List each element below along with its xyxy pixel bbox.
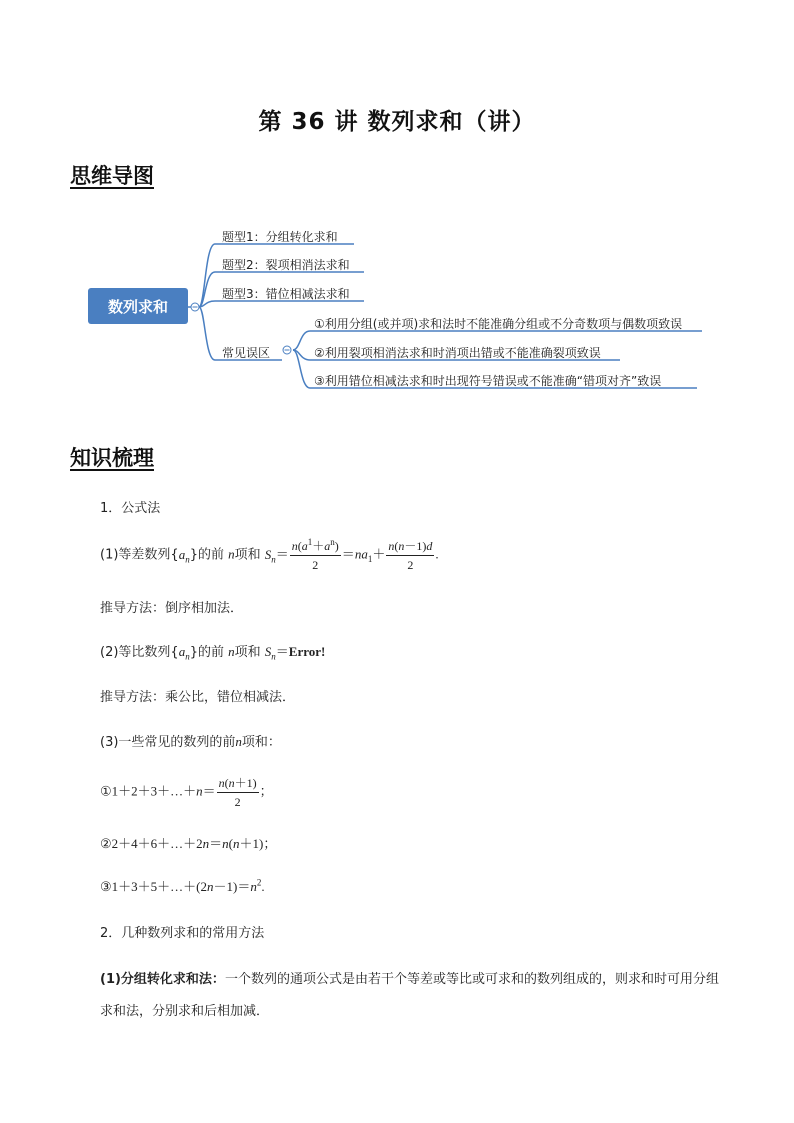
item1-title: 1．公式法: [100, 501, 161, 516]
common-sums-intro: (3)一些常见的数列的前n项和：: [100, 734, 281, 750]
section-heading-knowledge: 知识梳理: [70, 446, 154, 470]
formula-arithmetic: (1)等差数列$\{a_n\}$的前 n项和 $S_n=$ $\frac{n(a^1+a^n)}{2}$ $=na_1+$ $\frac{n(n-1)d}{2}$ .: [100, 537, 439, 572]
formula-sum-1: ①1＋2＋3＋…＋n＝ $\frac{n(n+1)}{2}$ ；: [100, 776, 273, 809]
deduce-method-1: 推导方法：倒序相加法．: [100, 601, 244, 616]
page-title: 第 36 讲 数列求和（讲）: [258, 109, 536, 135]
mindmap-branch-4: 常见误区: [222, 346, 271, 360]
mindmap-pitfall-3: ③利用错位相减法求和时出现符号错误或不能准确“错项对齐”致误: [314, 374, 662, 388]
mindmap-pitfall-2: ②利用裂项相消法求和时消项出错或不能准确裂项致误: [314, 346, 601, 360]
deduce-method-2: 推导方法：乘公比，错位相减法．: [100, 690, 296, 705]
mindmap-branch-2: 题型2：裂项相消法求和: [222, 258, 350, 272]
mindmap-pitfall-1: ①利用分组(或并项)求和法时不能准确分组或不分奇数项与偶数项致误: [314, 317, 683, 331]
mindmap-branch-3: 题型3：错位相减法求和: [222, 287, 350, 301]
formula-geometric: (2)等比数列$\{a_n\}$的前 n项和 $S_n=Error$!: [100, 644, 326, 662]
formula-sum-2: ②2＋4＋6＋…＋2n＝n(n＋1)；: [100, 836, 277, 851]
mindmap-root-node: 数列求和: [88, 288, 188, 324]
item2-title: 2．几种数列求和的常用方法: [100, 926, 265, 941]
section-heading-mindmap: 思维导图: [70, 164, 154, 188]
mindmap-branch-1: 题型1：分组转化求和: [222, 230, 338, 244]
formula-sum-3: $③1+3+5+\dots+(2n-1)=n^2$.: [100, 877, 265, 894]
method-1-paragraph: (1)分组转化求和法：一个数列的通项公式是由若干个等差或等比或可求和的数列组成的，则求和时可用分组求和法，分别求和后相加减．: [100, 972, 719, 1019]
